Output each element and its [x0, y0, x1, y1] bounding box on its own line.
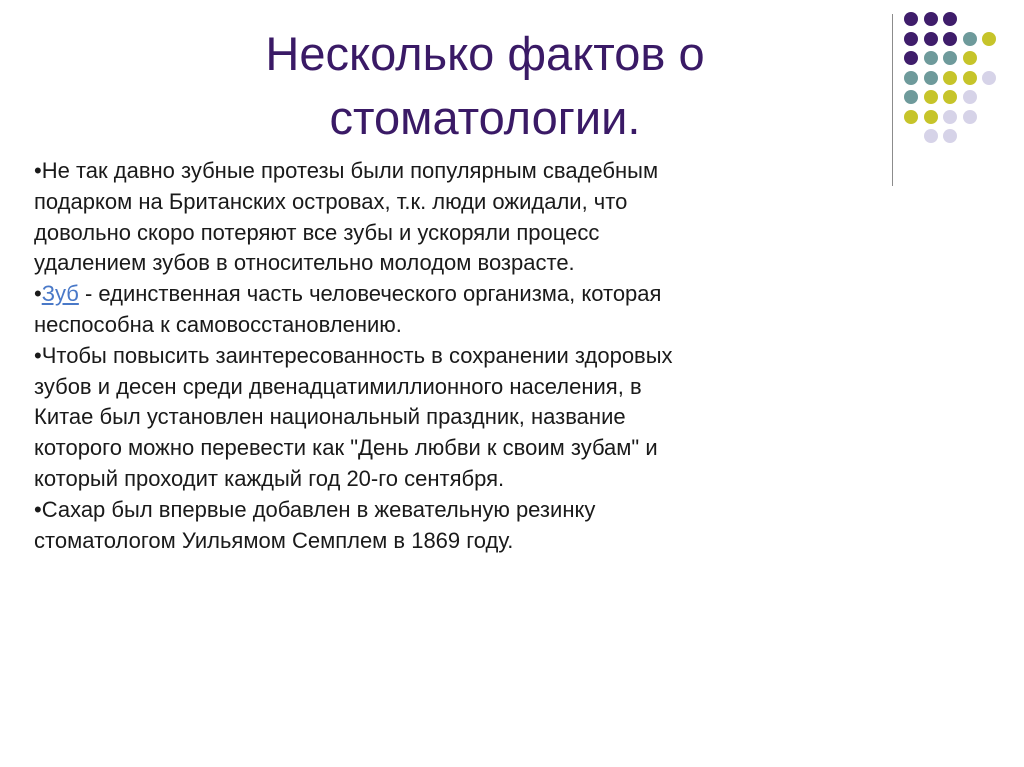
decorative-dot — [963, 90, 977, 104]
decorative-dot — [943, 110, 957, 124]
decorative-dot — [904, 110, 918, 124]
decorative-dot — [924, 129, 938, 143]
decorative-dot — [924, 12, 938, 26]
decorative-dot — [943, 51, 957, 65]
decorative-dot — [943, 32, 957, 46]
decorative-dot — [963, 110, 977, 124]
fact-4-text: Сахар был впервые добавлен в жевательную резинку стоматологом Уильямом Семплем в 1869 году. — [34, 496, 596, 553]
decorative-dot — [904, 12, 918, 26]
decorative-dot — [982, 71, 996, 85]
decorative-dot — [924, 51, 938, 65]
fact-paragraph-4 — [34, 495, 694, 557]
decorative-dot — [963, 32, 977, 46]
decorative-dot — [943, 71, 957, 85]
fact-3-text: Чтобы повысить заинтересованность в сохранении здоровых зубов и десен среди двенадцатимиллионного населения, в Китае был установлен национальный праздник, название которого можно перевести как "День любви к своим зубам" и который проходит каждый год 20-го сентября. — [34, 342, 673, 491]
bullet: • — [34, 158, 42, 183]
bullet: • — [34, 342, 42, 368]
slide-title — [140, 22, 830, 150]
slide-body — [34, 156, 694, 556]
fact-1-text: Не так давно зубные протезы были популярным свадебным подарком на Британских островах, т.к. люди ожидали, что довольно скоро потеряют все зубы и ускоряли процесс удалением зубов в относительно молодом возрасте. — [34, 158, 659, 276]
title-line-2: стоматологии. — [329, 91, 641, 144]
decorative-dot — [924, 71, 938, 85]
title-line-1: Несколько фактов о — [265, 27, 705, 80]
vertical-divider — [892, 14, 893, 186]
fact-2-text: - единственная часть человеческого организма, которая неспособна к самовосстановлению. — [34, 281, 662, 337]
decorative-dot — [943, 12, 957, 26]
decorative-dot — [963, 71, 977, 85]
decorative-dot — [924, 32, 938, 46]
decorative-dot — [904, 51, 918, 65]
decorative-dot — [943, 129, 957, 143]
bullet: • — [34, 496, 42, 522]
fact-paragraph-1 — [34, 156, 694, 279]
decorative-dot — [904, 71, 918, 85]
tooth-link[interactable]: Зуб — [41, 281, 79, 307]
fact-paragraph-2 — [34, 279, 694, 341]
decorative-dot — [943, 90, 957, 104]
decorative-dot — [924, 90, 938, 104]
decorative-dot — [904, 32, 918, 46]
fact-paragraph-3 — [34, 341, 694, 495]
decorative-dot — [924, 110, 938, 124]
bullet: • — [34, 281, 42, 307]
decorative-dot — [982, 32, 996, 46]
decorative-dot — [963, 51, 977, 65]
decorative-dot-grid — [904, 12, 1024, 162]
decorative-dot — [904, 90, 918, 104]
